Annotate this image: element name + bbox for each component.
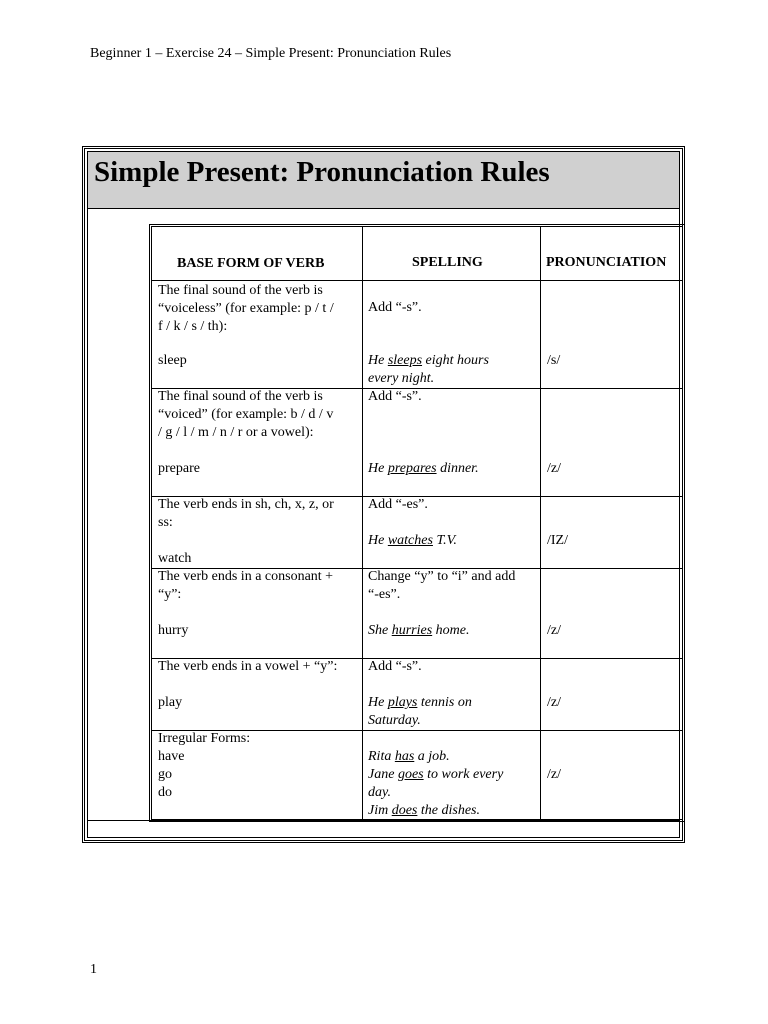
example-sentence: He watches T.V.	[368, 533, 457, 548]
example-sentence: Rita has a job. Jane goes to work every day. Jim does the dishes.	[368, 749, 504, 818]
example-sentence: He plays tennis on Saturday.	[368, 695, 472, 728]
rule-text: The verb ends in sh, ch, x, z, or ss:	[158, 497, 334, 530]
pronunciation: /IZ/	[547, 533, 568, 548]
title-band	[87, 151, 680, 209]
page-number: 1	[90, 962, 97, 977]
spelling-rule: Add “-s”.	[368, 300, 422, 315]
verb-example: play	[158, 695, 183, 710]
pronunciation: /z/	[547, 695, 561, 710]
pronunciation: /z/	[547, 767, 561, 782]
example-sentence: He prepares dinner.	[368, 461, 479, 476]
column-header-pronunciation: PRONUNCIATION	[546, 255, 667, 270]
verb-example: watch	[158, 551, 192, 566]
rule-text: The verb ends in a vowel + “y”:	[158, 659, 338, 674]
verb-example: sleep	[158, 353, 187, 368]
rule-text: The final sound of the verb is “voiced” (for example: b / d / v / g / l / m / n / r or a vowel):	[158, 389, 334, 440]
spelling-rule: Add “-s”.	[368, 659, 422, 674]
pronunciation: /z/	[547, 623, 561, 638]
example-sentence: She hurries home.	[368, 623, 470, 638]
verb-example: hurry	[158, 623, 189, 638]
spelling-rule: Change “y” to “i” and add “-es”.	[368, 569, 516, 602]
page-header: Beginner 1 – Exercise 24 – Simple Present: Pronunciation Rules	[90, 46, 452, 61]
spelling-rule: Add “-s”.	[368, 389, 422, 404]
pronunciation: /z/	[547, 461, 561, 476]
rule-text: The verb ends in a consonant + “y”:	[158, 569, 334, 602]
rule-text: The final sound of the verb is “voiceless” (for example: p / t / f / k / s / th):	[158, 283, 334, 334]
spelling-rule: Add “-es”.	[368, 497, 428, 512]
column-header-base: BASE FORM OF VERB	[177, 256, 325, 271]
bottom-bar	[87, 820, 680, 838]
page-title: Simple Present: Pronunciation Rules	[94, 156, 550, 188]
row-divider	[152, 280, 682, 281]
rule-text: Irregular Forms: have go do	[158, 731, 251, 800]
pronunciation: /s/	[547, 353, 561, 368]
verb-example: prepare	[158, 461, 200, 476]
example-sentence: He sleeps eight hours every night.	[368, 353, 489, 386]
column-header-spelling: SPELLING	[412, 255, 483, 270]
